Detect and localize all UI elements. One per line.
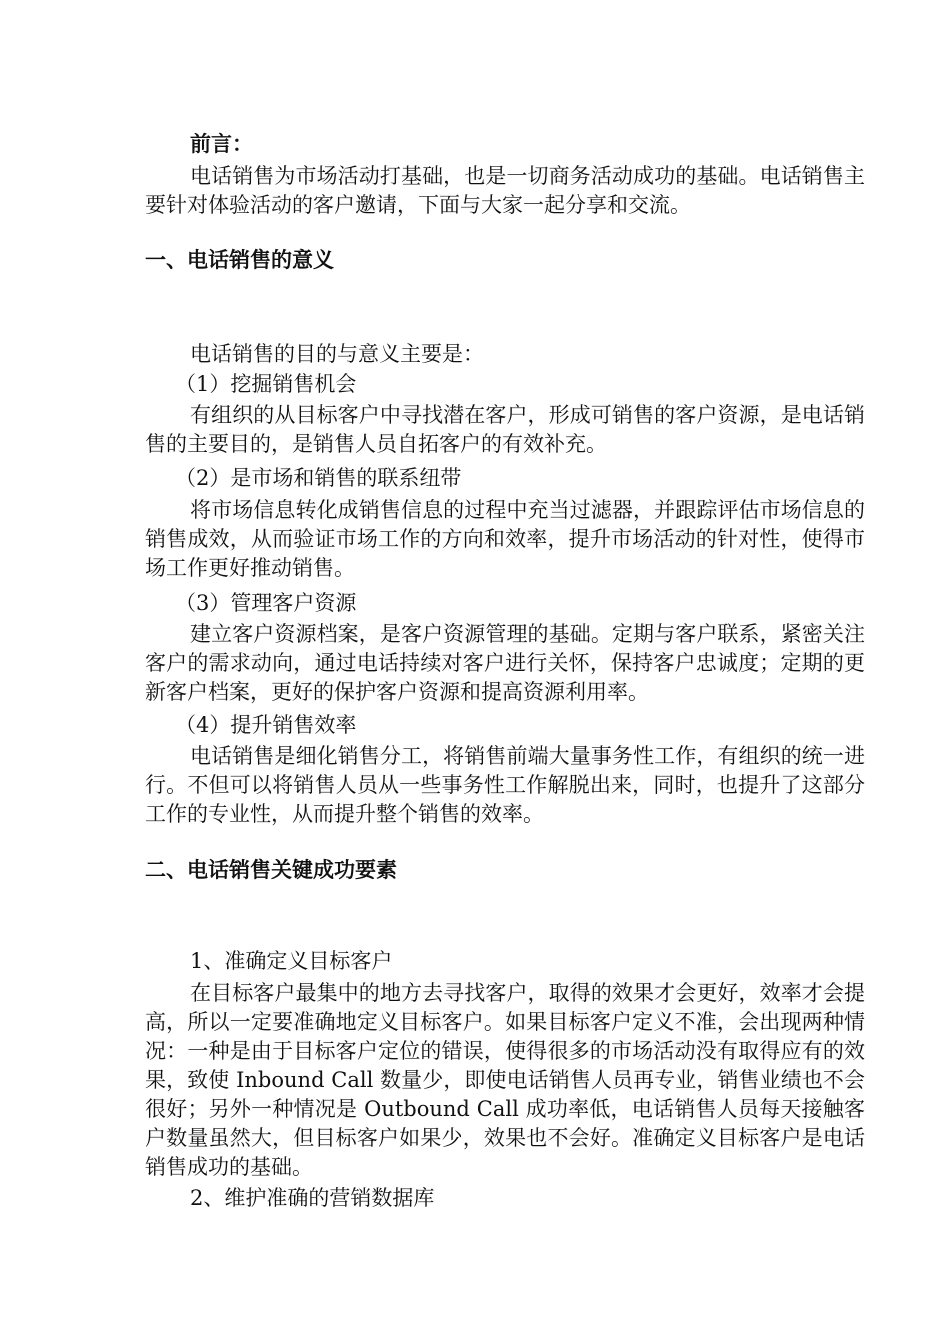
s2-item1-body: 在目标客户最集中的地方去寻找客户，取得的效果才会更好，效率才会提高，所以一定要准确地定义目标客户。如果目标客户定义不准，会出现两种情况：一种是由于目标客户定位的错误，使得很多的市场活动没有取得应有的效果，致使 Inbound Call 数量少，即使电话销售人员再专业，销售业绩也不会很好；另外一种情况是 Outbound Call 成功率低，电话销售人员每天接触客户数量虽然大，但目标客户如果少，效果也不会好。准确定义目标客户是电话销售成功的基础。 (145, 981, 865, 1179)
section2-heading: 二、电话销售关键成功要素 (145, 858, 397, 882)
item3-title: （3）管理客户资源 (175, 591, 357, 615)
section1-intro: 电话销售的目的与意义主要是： (190, 342, 484, 366)
item1-body: 有组织的从目标客户中寻找潜在客户，形成可销售的客户资源，是电话销售的主要目的，是销售人员自拓客户的有效补充。 (145, 403, 865, 456)
section1-heading: 一、电话销售的意义 (145, 248, 334, 272)
item1-title: （1）挖掘销售机会 (175, 372, 357, 396)
preface-heading: 前言： (190, 132, 253, 156)
s2-item1-title: 1、准确定义目标客户 (190, 949, 393, 973)
item2-body: 将市场信息转化成销售信息的过程中充当过滤器，并跟踪评估市场信息的销售成效，从而验证市场工作的方向和效率，提升市场活动的针对性，使得市场工作更好推动销售。 (145, 498, 865, 580)
item4-body: 电话销售是细化销售分工，将销售前端大量事务性工作，有组织的统一进行。不但可以将销售人员从一些事务性工作解脱出来，同时，也提升了这部分工作的专业性，从而提升整个销售的效率。 (145, 744, 865, 826)
s2-item2-title: 2、维护准确的营销数据库 (190, 1186, 435, 1210)
item2-title: （2）是市场和销售的联系纽带 (175, 466, 462, 490)
item4-title: （4）提升销售效率 (175, 713, 357, 737)
preface-body: 电话销售为市场活动打基础，也是一切商务活动成功的基础。电话销售主要针对体验活动的客户邀请，下面与大家一起分享和交流。 (145, 164, 865, 217)
item3-body: 建立客户资源档案，是客户资源管理的基础。定期与客户联系，紧密关注客户的需求动向，通过电话持续对客户进行关怀，保持客户忠诚度；定期的更新客户档案，更好的保护客户资源和提高资源利用率。 (145, 622, 865, 704)
